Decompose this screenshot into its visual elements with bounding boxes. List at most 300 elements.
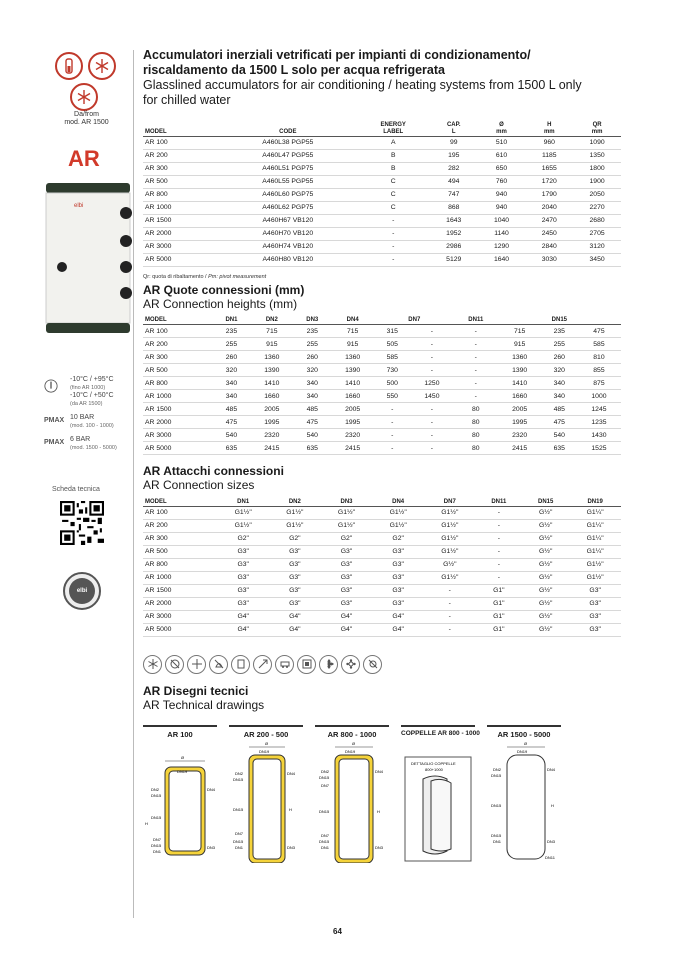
table-cell: 940 <box>478 201 526 214</box>
sidebar <box>0 0 133 959</box>
drawing-ar200-500 <box>229 725 303 868</box>
table-cell: AR 500 <box>143 175 219 188</box>
table-cell: 505 <box>375 338 410 351</box>
table-cell: 1390 <box>331 364 375 377</box>
table-cell: G1½" <box>424 571 476 584</box>
table-cell: AR 100 <box>143 136 219 149</box>
temp-range-2: -10°C / +50°C <box>70 392 114 399</box>
table-cell: 540 <box>542 429 577 442</box>
table-cell: G1¼" <box>569 545 621 558</box>
table-row <box>143 162 621 175</box>
label-h: H <box>289 806 292 812</box>
badge-row <box>55 52 116 80</box>
label-dn3: DN3 <box>375 844 384 850</box>
table-row <box>143 584 621 597</box>
table-cell: G½" <box>522 519 569 532</box>
table-cell: G3" <box>269 545 321 558</box>
table-cell: 1000 <box>577 390 621 403</box>
t1-header-l1: ENERGY <box>380 121 406 128</box>
label-dn7-b: DN7 <box>321 832 330 838</box>
pmax-2: 6 BAR <box>70 436 91 443</box>
main-content <box>143 48 621 868</box>
table-cell: G3" <box>321 571 373 584</box>
models-table <box>143 116 621 267</box>
table-cell: 730 <box>375 364 410 377</box>
table-cell: AR 3000 <box>143 240 219 253</box>
table-cell: 475 <box>542 416 577 429</box>
table-cell: 80 <box>454 442 498 455</box>
table-cell: - <box>375 416 410 429</box>
table-cell: 540 <box>294 429 331 442</box>
column-divider <box>133 50 134 918</box>
drawing-coppelle <box>401 725 480 868</box>
table-cell: G2" <box>269 532 321 545</box>
table-cell: G3" <box>321 558 373 571</box>
label-h: H <box>551 802 554 808</box>
table-cell: G3" <box>321 584 373 597</box>
t1-header-l2: L <box>451 128 456 135</box>
no-solar-icon <box>363 655 382 674</box>
label-dn3: DN3 <box>207 844 216 850</box>
table-cell: A460L55 PGP55 <box>219 175 356 188</box>
drawing-ar1500-svg <box>487 739 561 863</box>
table-cell: 80 <box>454 429 498 442</box>
table-row <box>143 506 621 519</box>
table-row <box>143 429 621 442</box>
table-cell: 1410 <box>250 377 294 390</box>
qr-code-icon[interactable] <box>60 501 104 545</box>
table-cell: - <box>375 429 410 442</box>
table-cell: 1040 <box>478 214 526 227</box>
temp-range-1-note: (fino AR 1000) <box>70 385 106 391</box>
label-dn15-a: DN15 <box>491 772 502 778</box>
table-cell: G1½" <box>217 506 269 519</box>
label-dn15-c: DN15 <box>319 838 330 844</box>
table-cell: G1½" <box>269 519 321 532</box>
coppelle-note-1: DETTAGLIO COPPELLE <box>411 760 456 766</box>
pmax-label-2: PMAX <box>44 439 65 446</box>
label-dn1: DN1 <box>235 844 244 850</box>
from-line1: Da/from <box>74 111 99 118</box>
pmax-1: 10 BAR <box>70 414 95 421</box>
table-cell: 475 <box>213 416 250 429</box>
table-row <box>143 442 621 455</box>
table-cell: 875 <box>577 377 621 390</box>
table-cell: G1½" <box>569 571 621 584</box>
page-number: 64 <box>333 927 342 936</box>
table-cell: G1" <box>476 610 522 623</box>
technical-drawings <box>143 725 621 868</box>
table-cell: 1430 <box>577 429 621 442</box>
table-cell: AR 200 <box>143 338 213 351</box>
table-cell: 1390 <box>498 364 542 377</box>
label-dn15-c: DN15 <box>491 832 502 838</box>
table-cell: G½" <box>522 545 569 558</box>
table-cell: AR 800 <box>143 188 219 201</box>
table-cell: 1900 <box>573 175 621 188</box>
t1-header-l2: mm <box>543 128 555 135</box>
connection-sizes-table <box>143 495 621 637</box>
table-cell: G½" <box>522 584 569 597</box>
drawing-title-ar1500-5000: AR 1500 - 5000 <box>487 725 561 739</box>
t1-header-l2: mm <box>496 128 507 135</box>
table-cell: 1790 <box>525 188 573 201</box>
table-row <box>143 253 621 266</box>
table-cell: G3" <box>217 558 269 571</box>
t1-header-l2: CODE <box>279 128 297 135</box>
table-cell: - <box>375 442 410 455</box>
tank-logo: elbi <box>74 203 84 209</box>
table-cell: 2320 <box>498 429 542 442</box>
label-dn11: DN11 <box>545 854 555 860</box>
table-cell: A460L60 PGP75 <box>219 188 356 201</box>
table-cell: G½" <box>522 532 569 545</box>
table-cell: 235 <box>213 325 250 338</box>
table-cell: 2450 <box>525 227 573 240</box>
table-cell: 635 <box>294 442 331 455</box>
from-note <box>40 111 133 127</box>
table-cell: 1800 <box>573 162 621 175</box>
table-cell: 235 <box>294 325 331 338</box>
table-cell: 1245 <box>577 403 621 416</box>
table-row <box>143 364 621 377</box>
table-cell: G1¼" <box>569 506 621 519</box>
table-cell: 2320 <box>250 429 294 442</box>
table-cell: 1640 <box>478 253 526 266</box>
table-cell: G1½" <box>372 506 424 519</box>
title-it-2: riscaldamento da 1500 L solo per acqua refrigerata <box>143 63 445 77</box>
drawing-title-ar800-1000: AR 800 - 1000 <box>315 725 389 739</box>
tank-product-image <box>44 183 132 333</box>
table-cell: 650 <box>478 162 526 175</box>
table-cell: 760 <box>478 175 526 188</box>
table-cell: 940 <box>478 188 526 201</box>
table-cell: 747 <box>430 188 478 201</box>
table-cell: AR 2000 <box>143 416 213 429</box>
table-cell: G1½" <box>269 506 321 519</box>
label-dn1: DN1 <box>493 838 502 844</box>
table-cell: AR 3000 <box>143 610 217 623</box>
table-row <box>143 201 621 214</box>
table-cell: 2415 <box>498 442 542 455</box>
table-cell: - <box>375 403 410 416</box>
table-cell: 2840 <box>525 240 573 253</box>
label-dn1: DN1 <box>321 844 330 850</box>
table-cell: 1350 <box>573 149 621 162</box>
table-cell: AR 200 <box>143 519 217 532</box>
table-cell: 1995 <box>498 416 542 429</box>
table-cell: 255 <box>294 338 331 351</box>
table-cell: 340 <box>294 377 331 390</box>
vehicle-icon <box>275 655 294 674</box>
table-row <box>143 149 621 162</box>
table-cell: 2040 <box>525 201 573 214</box>
table-cell: 540 <box>213 429 250 442</box>
table-row <box>143 416 621 429</box>
table-cell: - <box>410 429 454 442</box>
table-cell: G1½" <box>424 532 476 545</box>
table-cell: AR 1500 <box>143 584 217 597</box>
table-cell: G1½" <box>424 545 476 558</box>
table-cell: - <box>424 610 476 623</box>
table-cell: G1" <box>476 597 522 610</box>
label-dn2: DN2 <box>151 786 160 792</box>
table-cell: G1" <box>476 584 522 597</box>
t3-header: DN1 <box>237 498 250 505</box>
table-cell: G3" <box>569 584 621 597</box>
drawing-title-ar100: AR 100 <box>143 725 217 739</box>
table-cell: 255 <box>542 338 577 351</box>
table-cell: 915 <box>498 338 542 351</box>
insulation-icon <box>297 655 316 674</box>
table-cell: 635 <box>542 442 577 455</box>
table-cell: 915 <box>331 338 375 351</box>
table-cell: G4" <box>321 623 373 636</box>
table-cell: 340 <box>542 377 577 390</box>
table-cell: G½" <box>424 558 476 571</box>
table-row <box>143 338 621 351</box>
from-line2: mod. AR 1500 <box>64 119 109 126</box>
pivot-note-en: Pm: pivot measurement <box>208 273 267 280</box>
table-row <box>143 325 621 338</box>
snowflake-icon <box>143 655 162 674</box>
table-cell: B <box>357 149 430 162</box>
t2-header: DN4 <box>346 317 359 323</box>
table-cell: G1½" <box>321 506 373 519</box>
t2-header: DN11 <box>468 317 484 323</box>
table-cell: 80 <box>454 416 498 429</box>
table-cell: 1390 <box>250 364 294 377</box>
t3-header: DN11 <box>491 498 507 505</box>
label-dn15-b: DN15 <box>233 806 244 812</box>
label-dn15-c: DN15 <box>151 842 162 848</box>
table-cell: AR 100 <box>143 325 213 338</box>
table-cell: 1643 <box>430 214 478 227</box>
table-cell: 1410 <box>331 377 375 390</box>
table-cell: 80 <box>454 403 498 416</box>
table-cell: AR 1500 <box>143 403 213 416</box>
table-cell: 340 <box>213 390 250 403</box>
table-cell: G4" <box>217 610 269 623</box>
stamp-text: elbi <box>69 578 95 604</box>
label-dn15-b: DN15 <box>491 802 502 808</box>
table-cell: G3" <box>217 571 269 584</box>
table-cell: G4" <box>372 610 424 623</box>
label-dn4: DN4 <box>547 766 556 772</box>
label-dn7-a: DN7 <box>321 782 330 788</box>
label-h: H <box>377 808 380 814</box>
t3-header: DN19 <box>587 498 603 505</box>
table-cell: 99 <box>430 136 478 149</box>
table-row <box>143 227 621 240</box>
t1-header <box>478 116 526 136</box>
table-cell: 585 <box>577 338 621 351</box>
table-cell: AR 3000 <box>143 429 213 442</box>
table-cell: G1½" <box>569 558 621 571</box>
table-cell: G½" <box>522 597 569 610</box>
table-cell: - <box>454 325 498 338</box>
table-cell: 195 <box>430 149 478 162</box>
table-cell: 3120 <box>573 240 621 253</box>
temperature-icon <box>44 376 66 396</box>
label-dn2: DN2 <box>493 766 502 772</box>
t1-header-l1: Ø <box>499 121 504 128</box>
table-cell: G3" <box>569 597 621 610</box>
table-cell: G1" <box>476 623 522 636</box>
chilled-water-badge-icon <box>70 83 98 111</box>
table-cell: 1995 <box>250 416 294 429</box>
table-cell: 340 <box>213 377 250 390</box>
table-cell: 1525 <box>577 442 621 455</box>
t1-header <box>143 116 219 136</box>
table-cell: 715 <box>331 325 375 338</box>
table-cell: 255 <box>213 338 250 351</box>
table-cell: - <box>410 325 454 338</box>
table-cell: 260 <box>213 351 250 364</box>
label-dn4: DN4 <box>207 786 216 792</box>
table-cell: 868 <box>430 201 478 214</box>
t2-header: DN15 <box>551 317 567 323</box>
t1-header-l2: mm <box>591 128 603 135</box>
drawing-coppelle-svg <box>401 739 475 863</box>
table-cell: 500 <box>375 377 410 390</box>
product-code-title: AR <box>68 146 100 171</box>
label-dn4: DN4 <box>287 770 296 776</box>
t2-header: DN7 <box>408 317 421 323</box>
table-cell: G3" <box>217 597 269 610</box>
t1-header-l2: LABEL <box>383 128 404 135</box>
table-cell: 2680 <box>573 214 621 227</box>
table-cell: 2005 <box>331 403 375 416</box>
table-cell: 485 <box>213 403 250 416</box>
table-cell: AR 1000 <box>143 571 217 584</box>
table-row <box>143 377 621 390</box>
table-cell: 585 <box>375 351 410 364</box>
table-cell: AR 1000 <box>143 201 219 214</box>
no-heating-icon <box>165 655 184 674</box>
drawing-ar800-svg <box>315 739 389 863</box>
fan-icon <box>319 655 338 674</box>
table-cell: 1360 <box>250 351 294 364</box>
t1-header <box>573 116 621 136</box>
table-cell: 1235 <box>577 416 621 429</box>
table-cell: - <box>476 545 522 558</box>
table-cell: G3" <box>372 571 424 584</box>
table-cell: 2005 <box>250 403 294 416</box>
table-cell: 1250 <box>410 377 454 390</box>
heights-title-en: AR Connection heights (mm) <box>143 296 298 311</box>
table-row <box>143 188 621 201</box>
table-cell: 1410 <box>498 377 542 390</box>
table-cell: 1090 <box>573 136 621 149</box>
table-cell: 1140 <box>478 227 526 240</box>
table-cell: A <box>357 136 430 149</box>
table-cell: AR 1500 <box>143 214 219 227</box>
table-cell: 810 <box>577 351 621 364</box>
t3-header: DN2 <box>288 498 301 505</box>
table-cell: G3" <box>269 597 321 610</box>
table-cell: - <box>424 623 476 636</box>
t1-header-l1: QR <box>592 121 602 128</box>
label-dn15-a: DN15 <box>319 774 330 780</box>
t3-header: DN4 <box>392 498 405 505</box>
table-cell: A460L38 PGP55 <box>219 136 356 149</box>
table-cell: G2" <box>321 532 373 545</box>
table-cell: G4" <box>217 623 269 636</box>
table-cell: - <box>410 403 454 416</box>
table-cell: 1660 <box>250 390 294 403</box>
table-cell: G4" <box>269 610 321 623</box>
table-cell: 635 <box>213 442 250 455</box>
table-cell: - <box>410 442 454 455</box>
table-cell: G3" <box>569 623 621 636</box>
table-row <box>143 597 621 610</box>
table-cell: 260 <box>542 351 577 364</box>
table-cell: G3" <box>269 584 321 597</box>
table-cell: 2470 <box>525 214 573 227</box>
table-cell: G3" <box>217 584 269 597</box>
table-cell: - <box>410 338 454 351</box>
table-cell: C <box>357 175 430 188</box>
table-cell: A460L62 PGP75 <box>219 201 356 214</box>
table-cell: - <box>424 584 476 597</box>
table-cell: B <box>357 162 430 175</box>
table-cell: 2270 <box>573 201 621 214</box>
table-cell: G3" <box>372 545 424 558</box>
t1-header-l1: CAP. <box>446 121 461 128</box>
label-dn15-a: DN15 <box>151 792 162 798</box>
connection-heights-table <box>143 314 621 456</box>
table-cell: G½" <box>522 623 569 636</box>
table-cell: AR 500 <box>143 545 217 558</box>
table-cell: C <box>357 201 430 214</box>
table-cell: 915 <box>250 338 294 351</box>
table-cell: G2" <box>372 532 424 545</box>
drawing-ar200-svg <box>229 739 303 863</box>
t2-header: DN2 <box>265 317 278 323</box>
table-cell: 3030 <box>525 253 573 266</box>
table-cell: 1655 <box>525 162 573 175</box>
label-dn19: DN19 <box>259 748 270 754</box>
no-sanitary-icon <box>209 655 228 674</box>
table-cell: - <box>476 558 522 571</box>
table-cell: AR 2000 <box>143 597 217 610</box>
table-cell: 2005 <box>498 403 542 416</box>
table-row <box>143 545 621 558</box>
table-cell: AR 5000 <box>143 442 213 455</box>
t3-header: MODEL <box>145 498 167 505</box>
table-cell: AR 2000 <box>143 227 219 240</box>
table-cell: 1660 <box>498 390 542 403</box>
table-row <box>143 390 621 403</box>
table-row <box>143 610 621 623</box>
heights-title-it: AR Quote connessioni (mm) <box>143 282 305 297</box>
table-cell: 1185 <box>525 149 573 162</box>
label-dn19: DN19 <box>177 768 188 774</box>
table-cell: G4" <box>269 623 321 636</box>
table-cell: - <box>410 351 454 364</box>
drawings-title-en: AR Technical drawings <box>143 697 265 712</box>
table-cell: G3" <box>269 571 321 584</box>
table-cell: AR 5000 <box>143 253 219 266</box>
table-cell: 3450 <box>573 253 621 266</box>
table-cell: 494 <box>430 175 478 188</box>
table-cell: 2986 <box>430 240 478 253</box>
table-cell: G4" <box>321 610 373 623</box>
table-cell: - <box>357 214 430 227</box>
label-dn15-b: DN15 <box>319 808 330 814</box>
table-cell: AR 300 <box>143 162 219 175</box>
